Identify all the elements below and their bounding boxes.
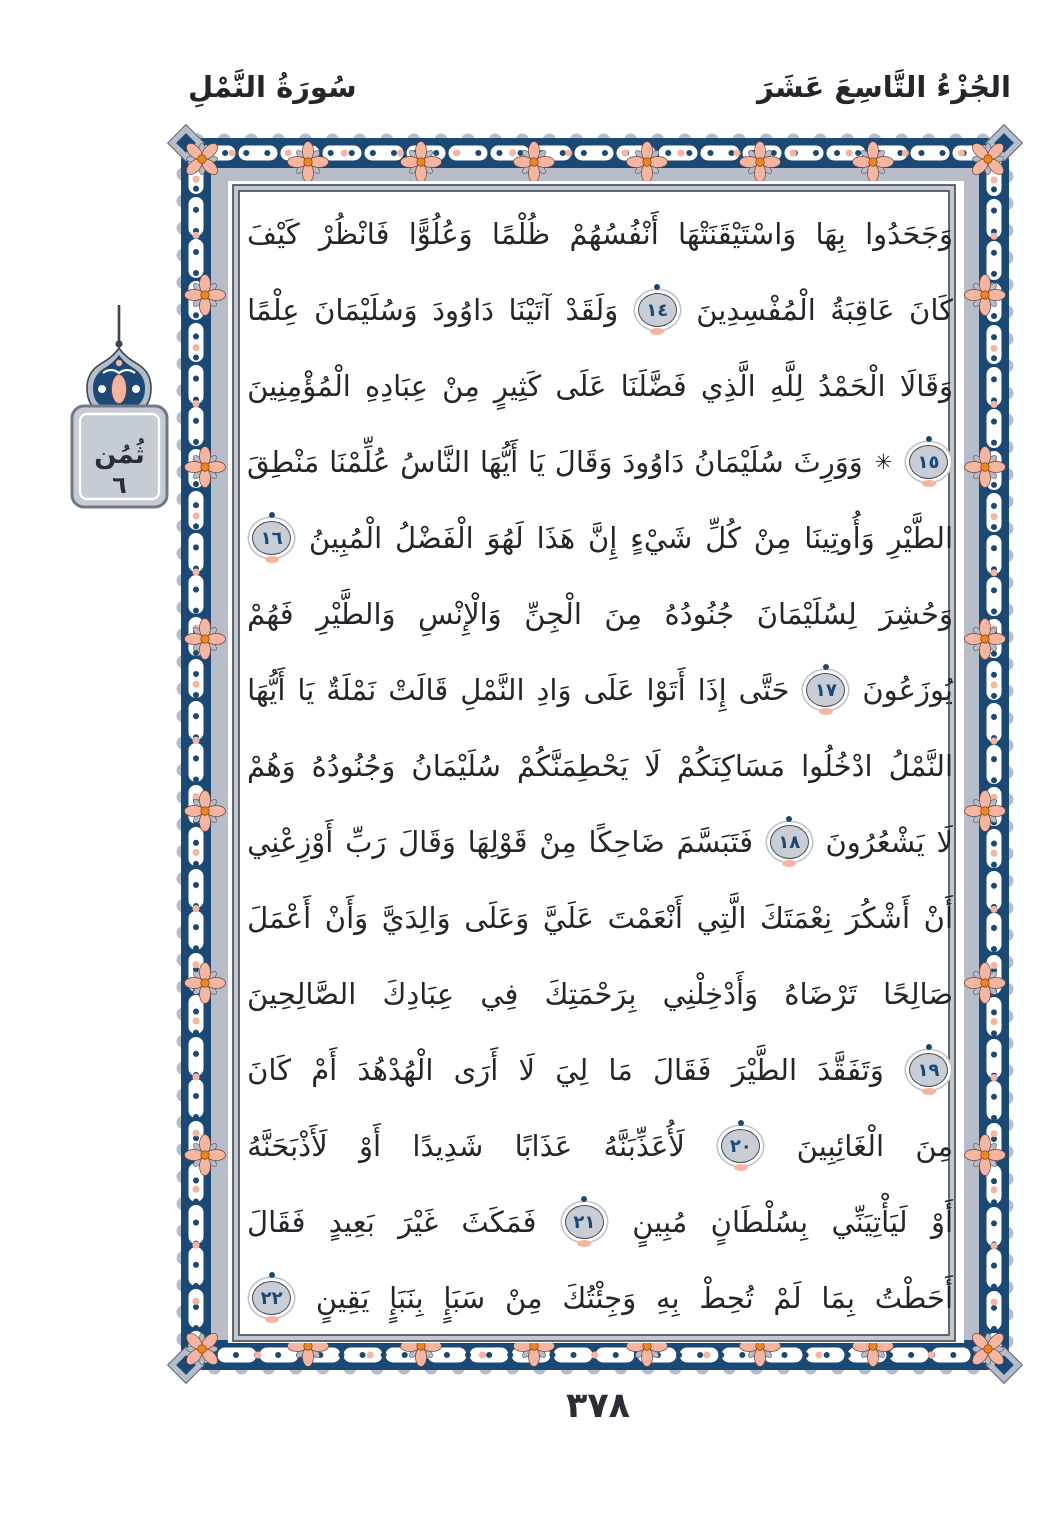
- word: دَاوُودَ: [432, 293, 495, 327]
- mushaf-line: [247, 348, 953, 424]
- word: وَقَالَ: [554, 445, 613, 479]
- word: إِذَا: [697, 673, 727, 707]
- word: أَعْمَلَ: [247, 901, 312, 935]
- word: رَبِّ: [345, 825, 387, 859]
- word: أَوْ: [358, 1129, 382, 1163]
- word: عَلَيَّ: [542, 901, 594, 935]
- word: يَا: [297, 673, 315, 707]
- word: بِهِ: [655, 1281, 680, 1315]
- mushaf-line: [247, 1184, 953, 1260]
- verse-marker: ٢٢: [252, 1281, 291, 1315]
- mushaf-lines: [247, 196, 953, 1336]
- word: هَذَا: [536, 521, 576, 555]
- word: لِسُلَيْمَانَ: [756, 597, 857, 631]
- word: الصَّالِحِينَ: [247, 977, 357, 1011]
- word: مُبِينٍ: [632, 1205, 688, 1239]
- word: عِلْمًا: [247, 293, 300, 327]
- verse-marker: ٢١: [565, 1205, 604, 1239]
- word: عَذَابًا: [514, 1129, 573, 1163]
- word: نِعْمَتَكَ: [760, 901, 833, 935]
- word: وَعَلَى: [464, 901, 530, 935]
- thumun-side-marker: [65, 303, 175, 518]
- word: دَاوُودَ: [622, 445, 685, 479]
- word: عِبَادِكَ: [382, 977, 455, 1011]
- word: يَشْعُرُونَ: [825, 825, 925, 859]
- word: ادْخُلُوا: [801, 749, 873, 783]
- mushaf-line: [247, 1108, 953, 1184]
- word: أَيُّهَا: [247, 673, 286, 707]
- word: حَتَّى: [738, 673, 790, 707]
- word: لَمْ: [773, 1281, 802, 1315]
- word: الْحَمْدُ: [818, 369, 886, 403]
- word: وَقَالَ: [398, 825, 456, 859]
- verse-marker: ١٨: [770, 825, 809, 859]
- word: سُلَيْمَانُ: [694, 445, 784, 479]
- word: كَثِيرٍ: [493, 369, 542, 403]
- word: جُنُودُهُ: [664, 597, 735, 631]
- word: أَنْفُسُهُمْ: [569, 217, 659, 251]
- mushaf-line: [247, 956, 953, 1032]
- word: كَيْفَ: [247, 217, 300, 251]
- word: مِنْ: [442, 369, 480, 403]
- word: بِرَحْمَتِكَ: [544, 977, 637, 1011]
- word: نَمْلَةٌ: [326, 673, 377, 707]
- word: كَانَ: [247, 1053, 292, 1087]
- word: عَلَى: [555, 369, 607, 403]
- juz-title: الجُزْءُ التَّاسِعَ عَشَرَ: [756, 70, 1011, 104]
- word: تُحِطْ: [699, 1281, 754, 1315]
- word: لِلَّهِ: [769, 369, 804, 403]
- word: الطَّيْرِ: [887, 521, 953, 555]
- word: ظُلْمًا: [491, 217, 551, 251]
- word: عَلَى: [583, 673, 635, 707]
- word: أَتَوْا: [646, 673, 686, 707]
- word: وَتَفَقَّدَ: [817, 1053, 884, 1087]
- word: لَا: [518, 1053, 536, 1087]
- mushaf-line: [247, 1260, 953, 1336]
- word: فَانْظُرْ: [318, 217, 390, 251]
- word: مَا: [608, 1053, 633, 1087]
- word: لَا: [644, 749, 661, 783]
- word: مِنْ: [504, 1281, 543, 1315]
- word: يُوزَعُونَ: [862, 673, 953, 707]
- word: وَلَقَدْ: [565, 293, 619, 327]
- word: أَوْ: [930, 1205, 953, 1239]
- word: فَضَّلَنَا: [620, 369, 687, 403]
- word: سُلَيْمَانُ: [411, 749, 501, 783]
- word: وَهُمْ: [247, 749, 296, 783]
- word: سَبَإٍ: [443, 1281, 486, 1315]
- word: وَعُلُوًّا: [408, 217, 473, 251]
- word: لَأَذْبَحَنَّهُ: [247, 1129, 328, 1163]
- word: بِهَا: [815, 217, 846, 251]
- thumun-number: ٦: [112, 471, 127, 499]
- word: ضَاحِكًا: [588, 825, 665, 859]
- verse-marker: ١٩: [909, 1053, 948, 1087]
- word: عُلِّمْنَا: [329, 445, 391, 479]
- mushaf-line: [247, 1032, 953, 1108]
- word: بِنَبَإٍ: [389, 1281, 424, 1315]
- word: لَهُوَ: [486, 521, 524, 555]
- word: النَّاسُ: [400, 445, 471, 479]
- mushaf-line: [247, 500, 953, 576]
- word: فَمَكَثَ: [461, 1205, 537, 1239]
- word: مِنَ: [604, 597, 642, 631]
- word: وَادِ: [536, 673, 572, 707]
- word: مَسَاكِنَكُمْ: [676, 749, 786, 783]
- word: شَيْءٍ: [630, 521, 693, 555]
- word: الْمُفْسِدِينَ: [696, 293, 816, 327]
- word: لَيَأْتِيَنِّي: [831, 1205, 908, 1239]
- word: فَقَالَ: [247, 1205, 306, 1239]
- word: مَنْطِقَ: [247, 445, 320, 479]
- mushaf-line: [247, 880, 953, 956]
- word: الْمُؤْمِنِينَ: [247, 369, 351, 403]
- word: لَا: [936, 825, 953, 859]
- word: النَّمْلُ: [888, 749, 953, 783]
- word: الْفَضْلُ: [395, 521, 474, 555]
- mushaf-line: [247, 196, 953, 272]
- word: وَجَحَدُوا: [865, 217, 953, 251]
- word: يَحْطِمَنَّكُمْ: [516, 749, 629, 783]
- word: وَحُشِرَ: [879, 597, 953, 631]
- verse-marker: ١٧: [806, 673, 845, 707]
- word: أَشْكُرَ: [845, 901, 911, 935]
- word: الَّذِي: [700, 369, 756, 403]
- word: وَأُوتِينَا: [804, 521, 875, 555]
- word: قَالَتْ: [388, 673, 449, 707]
- word: يَقِينٍ: [315, 1281, 370, 1315]
- word: لِيَ: [555, 1053, 589, 1087]
- word: فَتَبَسَّمَ: [676, 825, 754, 859]
- word: وَالطَّيْرِ: [316, 597, 396, 631]
- word: فَقَالَ: [652, 1053, 712, 1087]
- word: عَاقِبَةُ: [830, 293, 895, 327]
- word: الْمُبِينُ: [308, 521, 383, 555]
- word: النَّمْلِ: [460, 673, 525, 707]
- word: وَأَنْ: [324, 901, 369, 935]
- word: وَجُنُودُهُ: [311, 749, 396, 783]
- word: الْهُدْهُدَ: [357, 1053, 434, 1087]
- word: مِنْ: [539, 825, 577, 859]
- mushaf-line: [247, 576, 953, 652]
- word: شَدِيدًا: [412, 1129, 484, 1163]
- mushaf-line: [247, 728, 953, 804]
- word: أَوْزِعْنِي: [247, 825, 334, 859]
- mushaf-line: [247, 652, 953, 728]
- word: الطَّيْرَ: [731, 1053, 798, 1087]
- word: أَرَى: [453, 1053, 499, 1087]
- word: وَالِدَيَّ: [381, 901, 451, 935]
- verse-marker: ٢٠: [721, 1129, 760, 1163]
- mushaf-line: [247, 272, 953, 348]
- word: الَّتِي: [696, 901, 747, 935]
- word: لَأُعَذِّبَنَّهُ: [603, 1129, 685, 1163]
- word: صَالِحًا: [883, 977, 953, 1011]
- word: الْجِنِّ: [524, 597, 582, 631]
- word: بَعِيدٍ: [328, 1205, 375, 1239]
- word: الْغَائِبِينَ: [796, 1129, 885, 1163]
- word: بِسُلْطَانٍ: [710, 1205, 809, 1239]
- mushaf-line: [247, 424, 953, 500]
- verse-marker: ١٥: [909, 445, 948, 479]
- word: فِي: [480, 977, 519, 1011]
- mushaf-line: [247, 804, 953, 880]
- word: غَيْرَ: [398, 1205, 439, 1239]
- word: آتَيْنَا: [508, 293, 551, 327]
- surah-title: سُورَةُ النَّمْلِ: [188, 70, 357, 104]
- word: أَنْ: [923, 901, 953, 935]
- word: مِنْ: [753, 521, 792, 555]
- word: وَالْإِنْسِ: [418, 597, 502, 631]
- word: وَجِئْتُكَ: [562, 1281, 637, 1315]
- word: أَيُّهَا: [479, 445, 519, 479]
- word: وَسُلَيْمَانَ: [314, 293, 418, 327]
- word: كَانَ: [909, 293, 953, 327]
- verse-marker: ١٦: [252, 521, 291, 555]
- word: وَقَالَا: [899, 369, 953, 403]
- word: أَحَطْتُ: [874, 1281, 953, 1315]
- word: يَا: [528, 445, 545, 479]
- verse-marker: ١٤: [638, 293, 677, 327]
- word: وَأَدْخِلْنِي: [662, 977, 759, 1011]
- word: كُلِّ: [705, 521, 741, 555]
- word: أَمْ: [311, 1053, 338, 1087]
- word: قَوْلِهَا: [467, 825, 528, 859]
- page-number: ٣٧٨: [565, 1386, 631, 1426]
- word: إِنَّ: [588, 521, 618, 555]
- word: عِبَادِهِ: [365, 369, 428, 403]
- hizb-star-icon: ✳: [874, 450, 893, 474]
- word: فَهُمْ: [247, 597, 294, 631]
- word: وَوَرِثَ: [793, 445, 863, 479]
- word: تَرْضَاهُ: [784, 977, 857, 1011]
- word: وَاسْتَيْقَنَتْهَا: [678, 217, 797, 251]
- word: مِنَ: [915, 1129, 953, 1163]
- thumun-label: ثُمُن: [94, 440, 145, 470]
- word: أَنْعَمْتَ: [607, 901, 683, 935]
- word: بِمَا: [821, 1281, 855, 1315]
